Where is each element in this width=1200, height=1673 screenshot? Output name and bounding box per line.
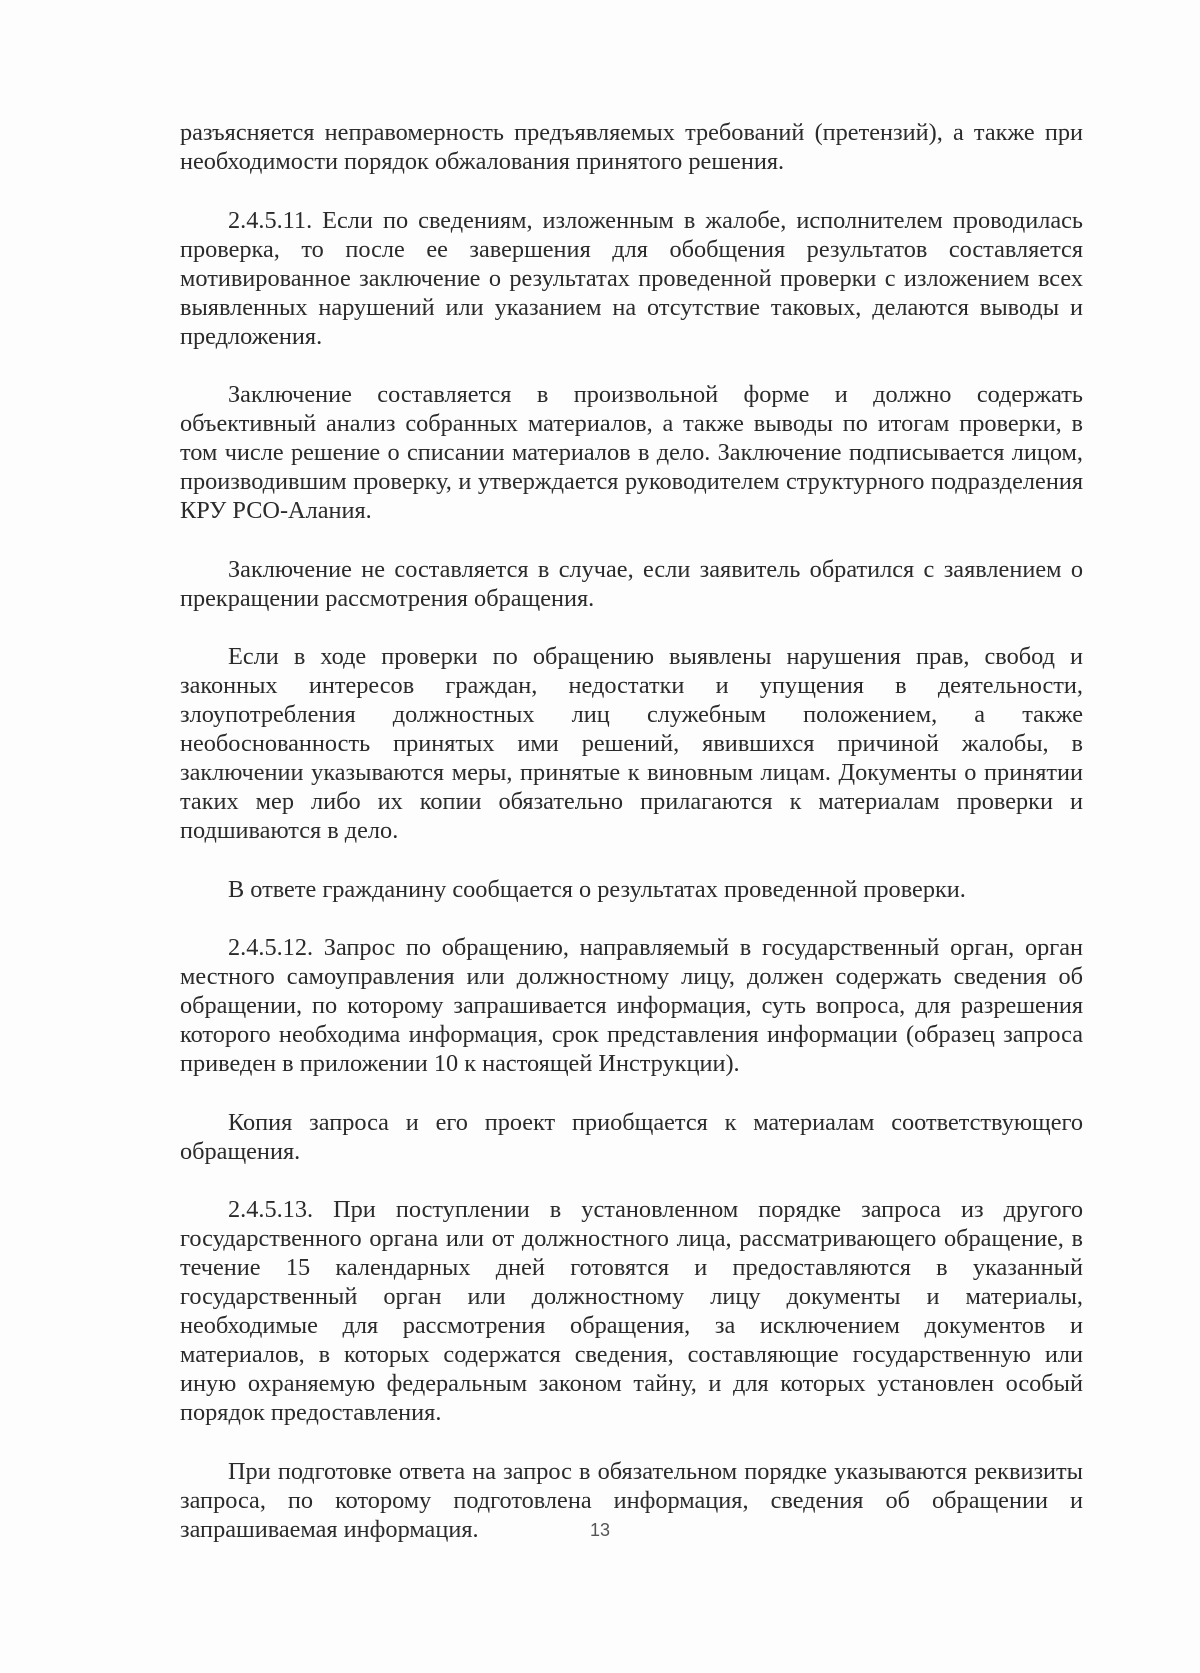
paragraph-reply-preparation: При подготовке ответа на запрос в обязательном порядке указываются реквизиты запроса, по которому подготовлена информация, сведения об обращении и запрашиваемая информация.	[180, 1457, 1083, 1543]
paragraph-2-4-5-13: 2.4.5.13. При поступлении в установленном порядке запроса из другого государственного органа или от должностного лица, рассматривающего обращение, в течение 15 календарных дней готовятся и предоставляются в указанный государственный орган или должностному лицу документы и материалы, необходимые для рассмотрения обращения, за исключением документов и материалов, в которых содержатся сведения, составляющие государственную или иную охраняемую федеральным законом тайну, и для которых установлен особый порядок предоставления.	[180, 1196, 1083, 1426]
paragraph-continuation: разъясняется неправомерность предъявляемых требований (претензий), а также при необходимости порядок обжалования принятого решения.	[180, 119, 1083, 175]
paragraph-reply-to-citizen: В ответе гражданину сообщается о результатах проведенной проверки.	[228, 875, 966, 903]
page-number: 13	[589, 1520, 611, 1540]
document-body	[180, 118, 1083, 1573]
paragraph-2-4-5-11: 2.4.5.11. Если по сведениям, изложенным в жалобе, исполнителем проводилась проверка, то после ее завершения для обобщения результатов составляется мотивированное заключение о результатах проведенной проверки с изложением всех выявленных нарушений или указанием на отсутствие таковых, делаются выводы и предложения.	[180, 206, 1083, 350]
paragraph-request-copy: Копия запроса и его проект приобщается к материалам соответствующего обращения.	[180, 1108, 1083, 1165]
paragraph-violations-found: Если в ходе проверки по обращению выявлены нарушения прав, свобод и законных интересов граждан, недостатки и упущения в деятельности, злоупотребления должностных лиц служебным положением, а также необоснованность принятых ими решений, явившихся причиной жалобы, в заключении указываются меры, принятые к виновным лицам. Документы о принятии таких мер либо их копии обязательно прилагаются к материалам проверки и подшиваются в дело.	[180, 643, 1083, 844]
paragraph-2-4-5-12: 2.4.5.12. Запрос по обращению, направляемый в государственный орган, орган местного самоуправления или должностному лицу, должен содержать сведения об обращении, по которому запрашивается информация, суть вопроса, для разрешения которого необходима информация, срок представления информации (образец запроса приведен в приложении 10 к настоящей Инструкции).	[180, 934, 1083, 1077]
paragraph-conclusion-not-drawn: Заключение не составляется в случае, если заявитель обратился с заявлением о прекращении рассмотрения обращения.	[180, 555, 1083, 612]
paragraph-conclusion-form: Заключение составляется в произвольной форме и должно содержать объективный анализ собранных материалов, а также выводы по итогам проверки, в том числе решение о списании материалов в дело. Заключение подписывается лицом, производившим проверку, и утверждается руководителем структурного подразделения КРУ РСО-Алания.	[180, 381, 1083, 524]
